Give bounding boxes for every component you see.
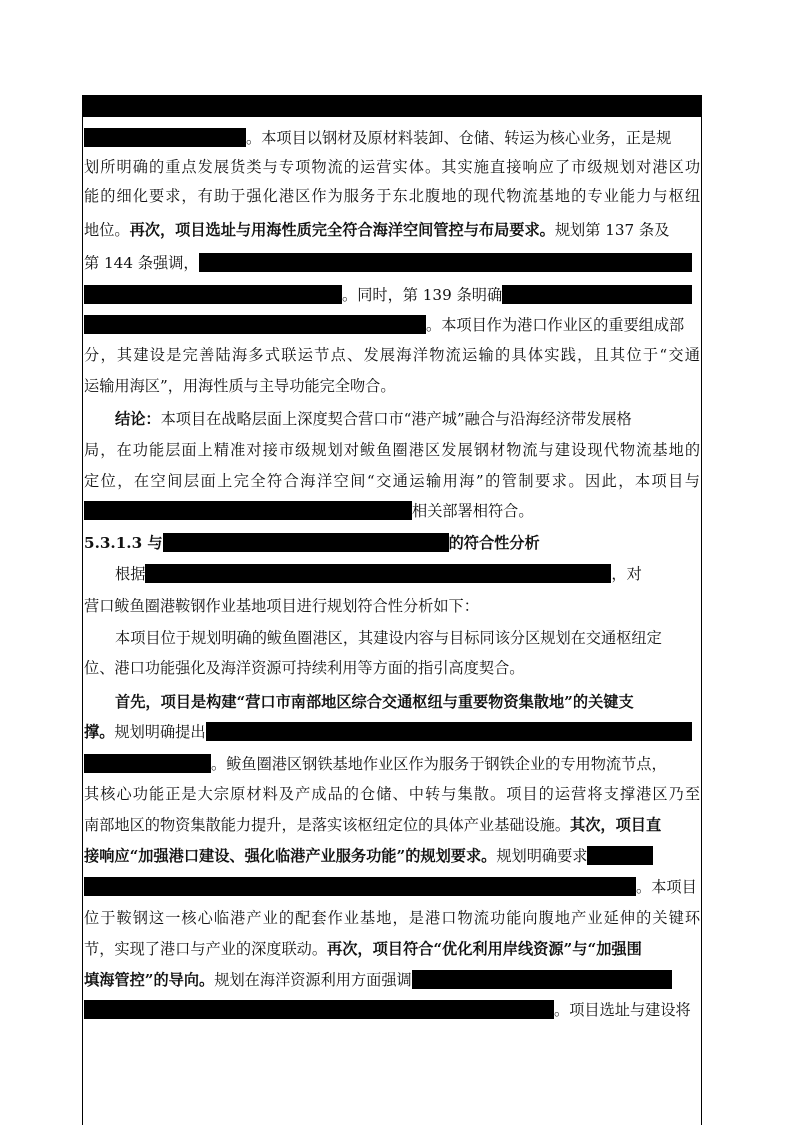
redaction-block <box>84 501 412 520</box>
text-span: 相关部署相符合。 <box>412 502 534 520</box>
bold-span: 接响应“加强港口建设、强化临港产业服务功能”的规划要求。 <box>84 847 497 865</box>
redaction-block <box>412 970 672 989</box>
text-span: 。本项目以钢材及原材料装卸、仓储、转运为核心业务，正是规 <box>246 129 672 147</box>
text-line <box>84 405 731 433</box>
redaction-block <box>84 315 426 334</box>
text-line <box>84 688 731 716</box>
bold-span: 填海管控”的导向。 <box>84 971 215 989</box>
redaction-block <box>84 285 342 304</box>
text-line <box>84 124 700 152</box>
text-line: 其核心功能正是大宗原材料及产成品的仓储、中转与集散。项目的运营将支撑港区乃至 <box>84 785 700 803</box>
text-line: 定位，在空间层面上完全符合海洋空间“交通运输用海”的管制要求。因此，本项目与 <box>84 472 700 490</box>
text-span: 本项目在战略层面上深度契合营口市“港产城”融合与沿海经济带发展格 <box>160 410 632 428</box>
text-line <box>84 216 700 244</box>
text-line <box>84 560 731 588</box>
text-line <box>84 873 700 901</box>
text-span: 。本项目作为港口作业区的重要组成部 <box>426 316 685 334</box>
text-line <box>84 718 700 746</box>
text-line <box>84 811 700 839</box>
text-line: 本项目位于规划明确的鲅鱼圈港区，其建设内容与目标同该分区规划在交通枢纽定 <box>115 629 662 647</box>
redaction-block <box>199 253 692 272</box>
text-line <box>84 966 700 994</box>
redaction-block <box>84 754 211 773</box>
bold-span: 再次，项目选址与用海性质完全符合海洋空间管控与布局要求。 <box>129 221 555 239</box>
text-line <box>84 281 700 309</box>
text-line <box>84 935 700 963</box>
conclusion-label: 结论： <box>115 410 161 428</box>
text-span: 。项目选址与建设将 <box>554 1001 691 1019</box>
redaction-block <box>84 877 636 896</box>
bold-span: 首先，项目是构建“营口市南部地区综合交通枢纽与重要物资集散地”的关键支 <box>115 693 634 711</box>
text-span: 。鲅鱼圈港区钢铁基地作业区作为服务于钢铁企业的专用物流节点， <box>211 755 667 773</box>
text-line <box>84 842 700 870</box>
text-line: 营口鲅鱼圈港鞍钢作业基地项目进行规划符合性分析如下： <box>84 597 479 615</box>
text-span: 节，实现了港口与产业的深度联动。 <box>84 940 327 958</box>
text-span: 根据 <box>115 565 146 583</box>
text-span: 。同时，第 139 条明确 <box>342 286 503 304</box>
text-span: 第 144 条强调， <box>84 254 199 272</box>
text-line: 划所明确的重点发展货类与专项物流的运营实体。其实施直接响应了市级规划对港区功 <box>84 158 700 176</box>
text-line: 分，其建设是完善陆海多式联运节点、发展海洋物流运输的具体实践，且其位于“交通 <box>84 346 700 364</box>
redaction-block <box>145 564 611 583</box>
bold-span: 其次，项目直 <box>570 816 662 834</box>
text-line: 能的细化要求，有助于强化港区作为服务于东北腹地的现代物流基地的专业能力与枢纽 <box>84 187 700 205</box>
text-span: 规划明确要求 <box>496 847 588 865</box>
redaction-block <box>163 533 449 552</box>
text-span: 规划在海洋资源利用方面强调 <box>214 971 412 989</box>
text-line <box>84 497 700 525</box>
section-title-suffix: 的符合性分析 <box>448 534 540 552</box>
text-span: 南部地区的物资集散能力提升，是落实该枢纽定位的具体产业基础设施。 <box>84 816 570 834</box>
text-line: 位于鞍钢这一核心临港产业的配套作业基地，是港口物流功能向腹地产业延伸的关键环 <box>84 909 700 927</box>
text-span: 规划第 137 条及 <box>554 221 670 239</box>
text-line: 位、港口功能强化及海洋资源可持续利用等方面的指引高度契合。 <box>84 659 525 677</box>
redaction-block <box>84 128 246 147</box>
text-span: 。本项目 <box>636 878 697 896</box>
text-line <box>84 249 700 277</box>
text-span: ，对 <box>611 565 642 583</box>
section-number: 5.3.1.3 与 <box>84 534 163 552</box>
redaction-block <box>84 1000 554 1019</box>
text-line <box>84 996 700 1024</box>
bold-span: 撑。 <box>84 723 115 741</box>
text-line <box>84 750 700 778</box>
redaction-block <box>587 846 653 865</box>
text-span: 规划明确提出 <box>114 723 206 741</box>
section-heading <box>84 529 700 557</box>
text-line <box>84 311 700 339</box>
text-line: 局，在功能层面上精准对接市级规划对鲅鱼圈港区发展钢材物流与建设现代物流基地的 <box>84 441 700 459</box>
text-line: 运输用海区”，用海性质与主导功能完全吻合。 <box>84 377 396 395</box>
redaction-bar-top <box>82 95 702 117</box>
bold-span: 再次，项目符合“优化利用岸线资源”与“加强围 <box>327 940 642 958</box>
redaction-block <box>206 722 692 741</box>
redaction-block <box>502 285 692 304</box>
text-span: 地位。 <box>84 221 130 239</box>
